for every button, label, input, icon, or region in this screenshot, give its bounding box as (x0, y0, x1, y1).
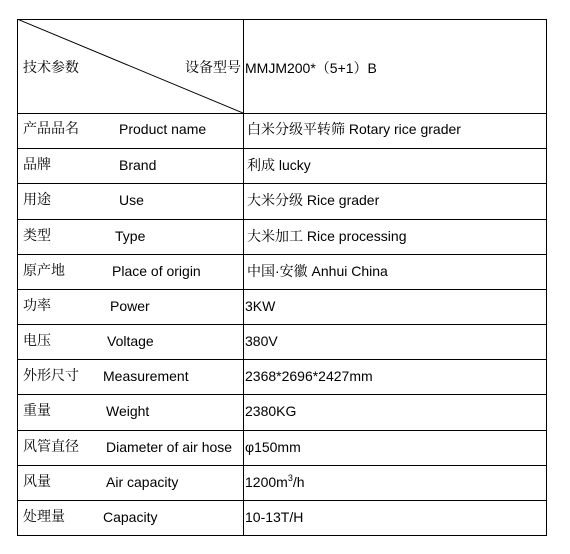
row-divider (17, 465, 547, 466)
param-en-label: Use (119, 192, 144, 208)
param-cn-label: 品牌 (23, 157, 51, 173)
param-en-label: Type (115, 228, 146, 244)
column-divider (243, 19, 244, 536)
param-value: φ150mm (245, 439, 301, 455)
param-en-label: Diameter of air hose (106, 439, 233, 455)
param-value: 10-13T/H (245, 509, 304, 525)
param-cn-label: 原产地 (23, 263, 65, 279)
row-divider (17, 148, 547, 149)
row-divider (17, 254, 547, 255)
row-divider (17, 324, 547, 325)
param-value: 2380KG (245, 403, 297, 419)
param-en-label: Place of origin (112, 263, 201, 279)
param-en-label: Weight (106, 403, 150, 419)
param-en-label: Product name (119, 121, 207, 137)
superscript-exponent: 3 (287, 473, 293, 483)
row-divider (17, 430, 547, 431)
param-cn-label: 风管直径 (23, 439, 79, 455)
param-cn-label: 重量 (23, 403, 51, 419)
param-cn-label: 风量 (23, 474, 51, 490)
param-value: 利成 lucky (247, 157, 311, 173)
param-en-label: Capacity (103, 509, 158, 525)
param-value: 3KW (245, 298, 276, 314)
param-value: 大米加工 Rice processing (247, 228, 407, 244)
spec-table (17, 19, 547, 536)
param-cn-label: 功率 (23, 298, 51, 314)
model-number: MMJM200*（5+1）B (245, 60, 377, 76)
row-divider (17, 113, 547, 114)
param-en-label: Voltage (107, 333, 154, 349)
row-divider (17, 289, 547, 290)
param-value (245, 474, 305, 490)
row-divider (17, 500, 547, 501)
header-row-label: 技术参数 (23, 60, 79, 76)
row-divider (17, 359, 547, 360)
param-en-label: Air capacity (106, 474, 179, 490)
param-cn-label: 电压 (23, 333, 51, 349)
param-cn-label: 类型 (23, 228, 51, 244)
header-col-label: 设备型号 (185, 60, 241, 76)
param-value: 2368*2696*2427mm (245, 368, 373, 384)
param-en-label: Brand (119, 157, 157, 173)
param-cn-label: 外形尺寸 (23, 368, 79, 384)
param-cn-label: 处理量 (23, 509, 65, 525)
value-main: 1200m (245, 474, 288, 490)
param-en-label: Power (110, 298, 150, 314)
param-value: 中国·安徽 Anhui China (247, 263, 388, 279)
param-value: 大米分级 Rice grader (247, 192, 380, 208)
param-cn-label: 用途 (23, 192, 51, 208)
param-cn-label: 产品品名 (23, 121, 79, 137)
value-unit-tail: /h (292, 474, 305, 490)
row-divider (17, 394, 547, 395)
row-divider (17, 219, 547, 220)
param-value: 白米分级平转筛 Rotary rice grader (247, 121, 461, 137)
param-en-label: Measurement (103, 368, 189, 384)
param-value: 380V (245, 333, 278, 349)
row-divider (17, 183, 547, 184)
